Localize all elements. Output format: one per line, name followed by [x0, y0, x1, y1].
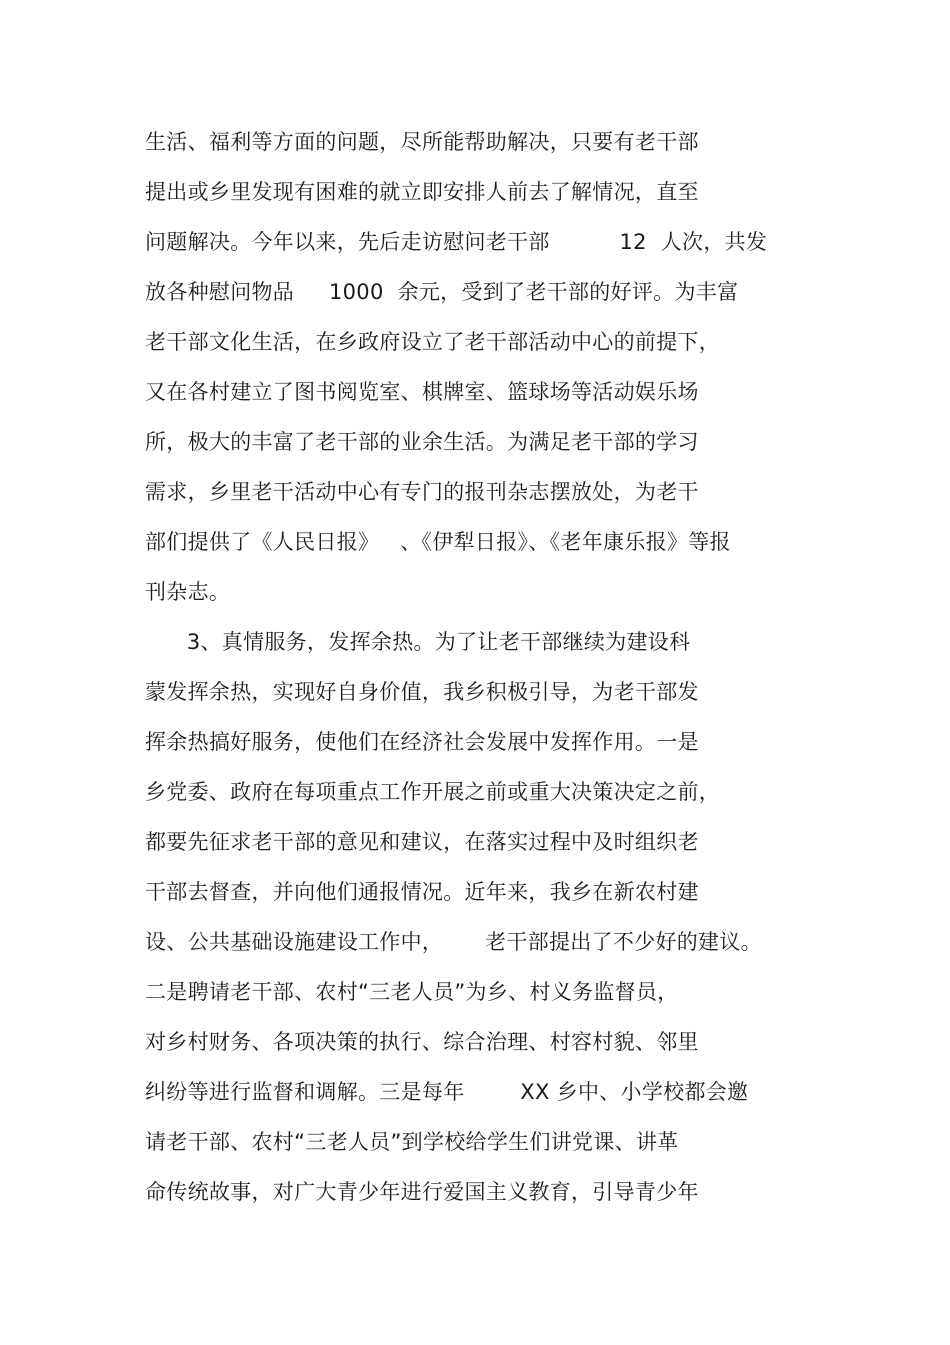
- text-line: 老干部文化生活，在乡政府设立了老干部活动中心的前提下，: [145, 330, 721, 354]
- text-line: 干部去督查，并向他们通报情况。近年来，我乡在新农村建: [145, 880, 699, 904]
- text-line: 需求，乡里老干活动中心有专门的报刊杂志摆放处，为老干: [145, 480, 699, 504]
- text-line: 蒙发挥余热，实现好自身价值，我乡积极引导，为老干部发: [145, 680, 699, 704]
- text-line: 都要先征求老干部的意见和建议，在落实过程中及时组织老: [145, 830, 699, 854]
- text-line: 问题解决。今年以来，先后走访慰问老干部 12 人次，共发: [145, 230, 768, 254]
- text-line: 对乡村财务、各项决策的执行、综合治理、村容村貌、邻里: [145, 1030, 699, 1054]
- text-line: 挥余热搞好服务，使他们在经济社会发展中发挥作用。一是: [145, 730, 699, 754]
- text-line: 提出或乡里发现有困难的就立即安排人前去了解情况，直至: [145, 180, 699, 204]
- body-text: [145, 122, 825, 1222]
- text-line: 生活、福利等方面的问题，尽所能帮助解决，只要有老干部: [145, 130, 699, 154]
- text-line: 放各种慰问物品 1000 余元，受到了老干部的好评。为丰富: [145, 280, 739, 304]
- text-line: 又在各村建立了图书阅览室、棋牌室、篮球场等活动娱乐场: [145, 380, 699, 404]
- text-line: 纠纷等进行监督和调解。三是每年 XX 乡中、小学校都会邀: [145, 1080, 749, 1104]
- text-line: 请老干部、农村“三老人员”到学校给学生们讲党课、讲革: [145, 1130, 679, 1154]
- text-line: 所，极大的丰富了老干部的业余生活。为满足老干部的学习: [145, 430, 699, 454]
- text-line: 二是聘请老干部、农村“三老人员”为乡、村义务监督员，: [145, 980, 679, 1004]
- text-line: 设、公共基础设施建设工作中， 老干部提出了不少好的建议。: [145, 930, 762, 954]
- text-line: 部们提供了《人民日报》 、《伊犁日报》、《老年康乐报》等报: [145, 530, 731, 554]
- text-line: 3、真情服务，发挥余热。为了让老干部继续为建设科: [145, 630, 691, 654]
- text-line: 命传统故事，对广大青少年进行爱国主义教育，引导青少年: [145, 1180, 699, 1204]
- text-line: 乡党委、政府在每项重点工作开展之前或重大决策决定之前，: [145, 780, 721, 804]
- text-line: 刊杂志。: [145, 580, 231, 604]
